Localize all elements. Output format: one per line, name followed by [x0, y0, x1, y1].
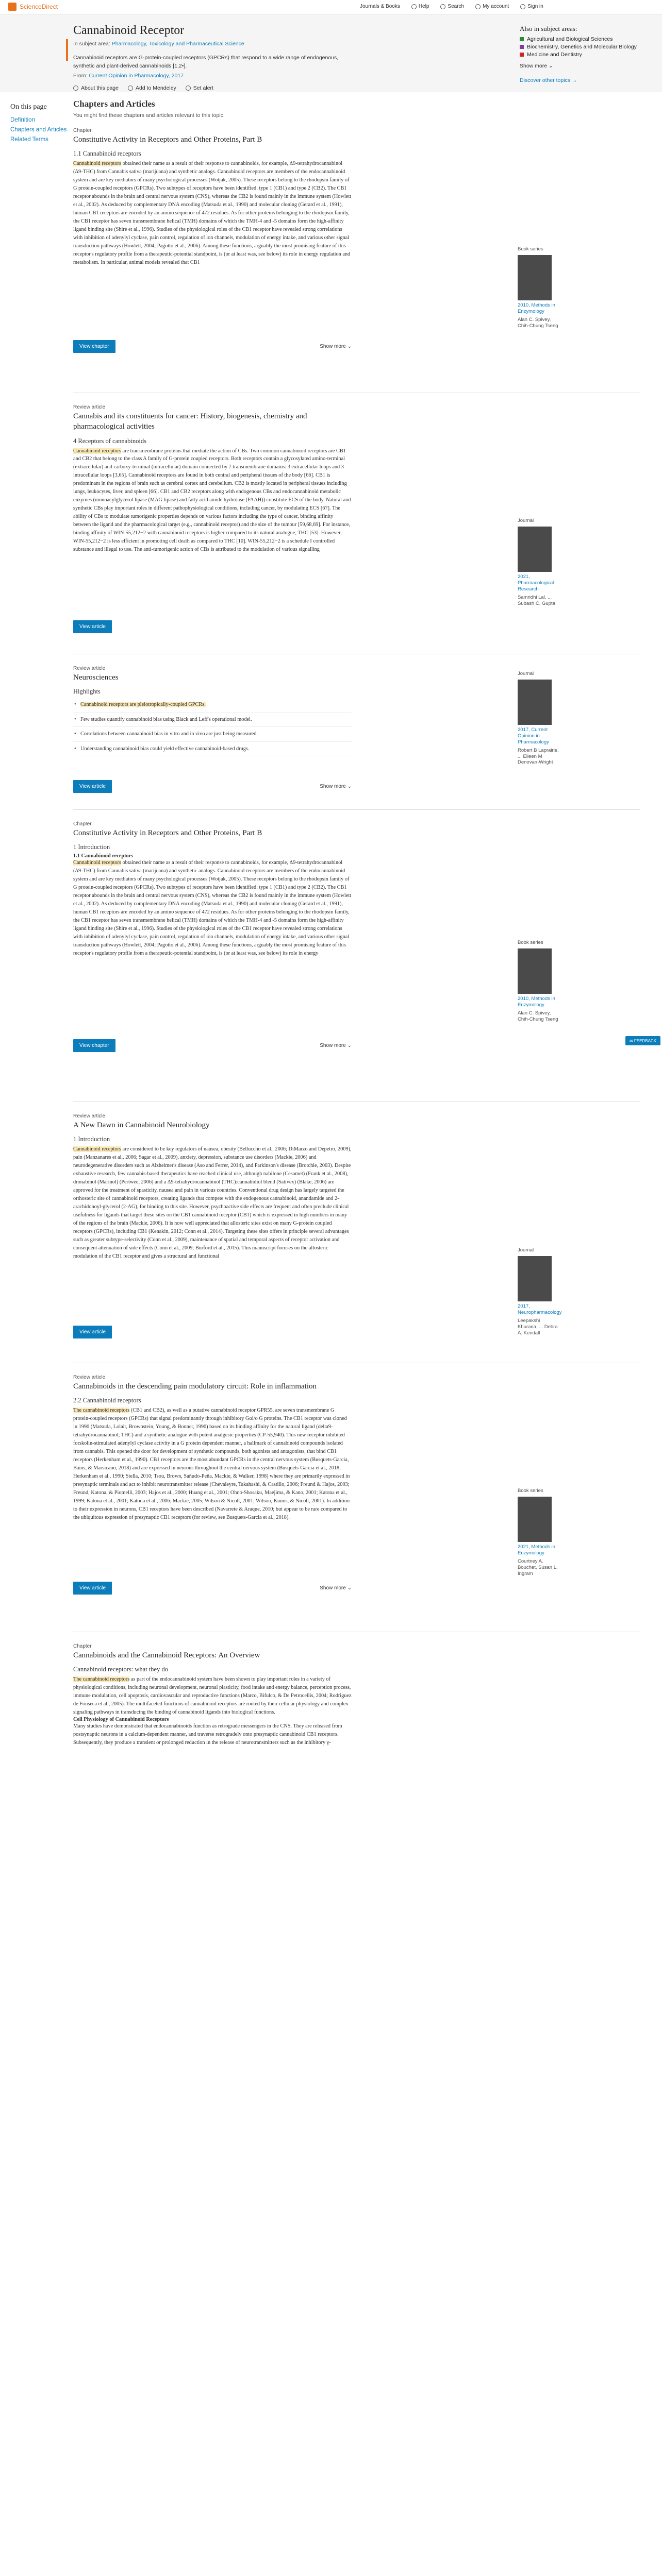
book-cover-image[interactable] [518, 255, 552, 300]
book-cover-image[interactable] [518, 1497, 552, 1542]
show-more-label: Show more [320, 1585, 346, 1591]
view-article-button[interactable]: View article [73, 620, 112, 633]
source-name[interactable]: 2010, Methods in Enzymology [518, 302, 555, 314]
about-page-button[interactable] [73, 85, 119, 91]
excerpt-text [73, 1145, 352, 1260]
nav-label: My account [483, 4, 509, 9]
user-icon [475, 4, 481, 9]
card-section-title: 1.1 Cannabinoid receptors [73, 150, 141, 158]
show-more-label: Show more [520, 63, 548, 69]
card-section-title: 2.2 Cannabinoid receptors [73, 1397, 141, 1404]
content-type: Review article [73, 1375, 106, 1380]
content-type: Review article [73, 1113, 106, 1119]
section-hint: You might find these chapters and articles relevant to this topic. [73, 112, 225, 118]
source-name[interactable]: 2017, Current Opinion in Pharmacology [518, 727, 549, 745]
sciencedirect-logo[interactable] [8, 3, 58, 11]
card-section-title: 4 Receptors of cannabinoids [73, 437, 146, 445]
source-type: Journal [518, 1247, 534, 1253]
show-more-button[interactable]: Show more ⌄ [320, 344, 352, 350]
source-authors: Leepakshi Khurana, ... Debra A. Kendall [518, 1317, 558, 1336]
result-card [73, 821, 640, 1102]
highlight: Cannabinoid receptors [73, 860, 121, 866]
source-authors: Alan C. Spivey, Chih-Chung Tseng [518, 1010, 558, 1022]
on-this-page-nav [10, 103, 67, 146]
lock-icon [520, 4, 525, 9]
excerpt-body: (CB1 and CB2), as well as a putative cannabinoid receptor GPR55, are seven transmembrane G protein-coupled receptors (GPCRs) that signal predominantly through inhibitory Gαi/o G proteins. The CB1 receptor was cloned in 1990 (Matsuda, Lolait, Brownstein, Young, & Bonner, 1990) based on its binding affinity for the natural ligand (delta9-tetrahydrocannabinol; THC) and a synthetic analogue with potent analgesic properties (CP-55,940). This new receptor inhibited forskolin-stimulated adenylyl cyclase activity in a G protein dependent manner, a hallmark of cannabinoid compounds isolated from cannabis. This opened the door for development of synthetic compounds, both agonists and antagonists, that bind CB1 receptors (Herkenham et al., 1990). CB1 receptors are the most abundant GPCRs in the central nervous system (Busquets-Garcia, Bains, & Marsicano, 2018) and are expressed in neurons throughout the central nervous system (Busquets-Garcia et al., 2018; Herkenham et al., 1990; Stella, 2010; Tsou, Brown, Sañudo-Peña, Mackie, & Walker, 1998) where they are primarily expressed in presynaptic terminals and act to inhibit neurotransmitter release (Chevaleyre, Takahashi, & Castillo, 2006; Freund & Hajos, 2003; Freund, Katona, & Piomelli, 2003; Hajos et al., 2000; Huang et al., 2001; Ohno-Shosaku, Maejima, & Kano, 2001; Katona et al., 1999; Katona et al., 2001; Katona et al., 2006; Mackie, 2005; Wilson & Nicoll, 2001; Wilson, Kunos, & Nicoll, 2001). In addition to their expression in neurons, CB1 receptors have been described (Navarrete & Araque, 2010; but appear to be rare compared to the ubiquitous expression of presynaptic CB1 receptors (for review, see Busquets-Garcia et al., 2018). [73, 1408, 350, 1520]
excerpt-text [73, 859, 352, 957]
highlight-item: • Understanding cannabinoid bias could yield effective cannabinoid-based drugs. [73, 742, 352, 756]
source-info [518, 246, 559, 329]
nav-search[interactable] [440, 4, 464, 9]
action-label: Set alert [193, 84, 213, 91]
excerpt-text [73, 447, 352, 554]
excerpt-body: are considered to be key regulators of nausea, obesity (Belluccho et al., 2006; DiMarzo and Depetro, 2009), pain (Manzanares et al., 2006; Sagar et al., 2009), anxiety, depression, substance use disorders (Mackie, 2006) and neurodegenerative disorders such as Alzheimer's disease (Aso and Ferrer, 2014), and Parkinson's disease (Brotchie, 2003). Despite exhaustive research, few cannabis-based therapeutics have reached clinical use, although nabilone (Cesamet) (Frank et al., 2008), dronabinol (Marinol) (Pertwee, 2006) and a Δ9-tetrahydrocannabinol (THC):cannabidiol blend (Sativex) (Blake, 2006) are approved for the treatment of spasticity, nausea and pain in various countries. Conventional drug design has largely targeted the orthosteric site of cannabinoid receptors, creating ligands that compete with the endogenous cannabinoid, anandamide and 2-arachidonoyl-glycerol (2-AG), for binding to this site. However, psychoactive side effects are frequent and often preclude clinical usefulness for ligands that target these sites on the CB1 cannabinoid receptor (CB1) which is expressed in high numbers in many of the regions of the brain (Mackie, 2006). It is now well appreciated that allosteric sites exist on many G-protein coupled receptors (GPCRs), including CB1 (Kenakin, 2012; Conn et al., 2014). Targeting these sites offers in principle several advantages such as greater subtype-selectivity (Conn et al., 2009), maintenance of spatial and temporal aspects of receptor activation and consequent attenuation of side effects (Conn et al., 2009; Burford et al., 2015). This manuscript focuses on the allosteric modulation of the CB1 receptor and gives a structural and functional [73, 1146, 352, 1259]
top-bar [0, 0, 662, 14]
card-section-title: Highlights [73, 688, 101, 696]
source-name[interactable]: 2010, Methods in Enzymology [518, 996, 555, 1008]
result-card [73, 1643, 640, 1782]
result-card [73, 404, 640, 654]
excerpt-body: as part of the endocannabinoid system have been shown to play important roles in a variety of physiological conditions, including neuronal development, neuronal plasticity, food intake and energy balance, perception process, immune modulation, cell apoptosis, cardiovascular and reproductive functions (Marco, Bifulco, & De Petrocellis, 2004; Rodriguez de Fonseca et al., 2005). The multifaceted functions of cannabinoid receptors are rooted by their cellular physiology and complex signaling pathways in transducing the binding of cannabinoid ligands into biological functions. [73, 1676, 352, 1716]
content-type: Chapter [73, 1643, 92, 1649]
result-card [73, 128, 640, 393]
journal-cover-image[interactable] [518, 1256, 552, 1301]
highlight: Cannabinoid receptors [73, 161, 121, 167]
definition-source [73, 73, 388, 79]
arrow-right-icon: → [571, 77, 577, 83]
show-more-label: Show more [320, 1043, 346, 1049]
card-subsection-title: 1.1 Cannabinoid receptors [73, 853, 134, 859]
source-name[interactable]: 2021, Methods in Enzymology [518, 1544, 555, 1556]
source-type: Book series [518, 1488, 543, 1494]
highlight: The cannabinoid receptors [73, 1676, 130, 1683]
card-section-title: 1 Introduction [73, 843, 110, 851]
source-authors: Courtney A. Bouchet, Susan L. Ingram [518, 1558, 558, 1577]
view-chapter-button[interactable]: View chapter [73, 1039, 115, 1052]
card-section-title: Cannabinoid receptors: what they do [73, 1666, 168, 1673]
feedback-label: FEEDBACK [634, 1038, 657, 1043]
nav-label: Sign in [527, 4, 543, 9]
card-title[interactable]: Constitutive Activity in Receptors and Other Proteins, Part B [73, 829, 262, 837]
subject-area-link[interactable]: Pharmacology, Toxicology and Pharmaceutical Science [111, 41, 244, 47]
source-info [518, 1488, 559, 1577]
topic-definition: Cannabinoid receptors are G-protein-coupled receptors (GPCRs) that respond to a wide range of endogenous, synthetic and plant-derived cannabinoids [1,2•]. [73, 55, 339, 69]
nav-label: Help [418, 4, 429, 9]
excerpt-text-2: Many studies have demonstrated that endocannabinoids function as retrograde messengers in the CNS. They are released from postsynaptic neurons in a calcium-dependent manner, and traverse retrogradely onto presynaptic cannabinoid CB1 receptors. Subsequently, they produce a transient or prolonged reduction in the release of neurotransmitters such as the inhibitory γ- [73, 1723, 342, 1745]
topic-actions [73, 85, 388, 91]
square-icon [520, 45, 524, 49]
source-authors: Alan C. Spivey, Chih-Chung Tseng [518, 316, 558, 329]
excerpt-text [73, 1675, 352, 1717]
excerpt [73, 160, 352, 335]
show-more-subjects[interactable] [520, 63, 649, 69]
excerpt-subheading: Cell Physiology of Cannabinoid Receptors [73, 1717, 169, 1723]
from-prefix: From: [73, 72, 88, 79]
excerpt-text [73, 1406, 352, 1521]
excerpt [73, 859, 352, 1034]
highlights [73, 698, 352, 775]
content-type: Chapter [73, 128, 92, 133]
source-info [518, 518, 559, 606]
excerpt-text [73, 160, 352, 266]
nav-label: Journals & Books [360, 4, 400, 9]
content-type: Chapter [73, 821, 92, 827]
set-alert-button[interactable] [186, 85, 213, 91]
also-in-subject-areas [520, 25, 649, 83]
subject-prefix: In subject area: [73, 41, 110, 47]
chapters-articles-section [73, 99, 562, 1793]
show-more-label: Show more [320, 344, 346, 350]
highlight-text: Cannabinoid receptors are pleiotropically-coupled GPCRs. [80, 702, 206, 708]
square-icon [520, 37, 524, 41]
show-more-label: Show more [320, 784, 346, 790]
excerpt-body: are transmembrane proteins that mediate the action of CBs. Two common cannabinoid receptors are CB1 and CB2 that belong to the class A family of G-protein coupled receptors. Both receptors contain a glycosylated amino-terminal (extracellular) and carboxy-terminal (intracellular) domain connected by 7 transmembrane domains: 3 extracellular loops and 3 intracellular loops [3,65]. Cannabinoid receptors are found in both central and peripheral tissues of the body [66]. CB1 is predominant in the regions of brain such as cerebral cortex and cerebellum. CB2 is mostly located in peripheral tissues including lungs, leukocytes, liver, and spleen [66]. CB1 and CB2 receptors along with endogenous CBs and endocannabinoid metabolic enzymes (monoacylglycerol lipase (MAG lipase) and fatty acid amide hydrolase (FAAH)) constitute ECS of the body. Natural and synthetic CBs play important roles in different pathophysiological conditions, including cancer, by modulating ECS [67]. The ability of CBs to modulate tumorigenic properties depends on various factors including the type of cancer, binding affinity between the ligand and the pharmacological target (e.g., cannabinoid receptor) and the size of the tumour [59,68,69]. For instance, binding affinity of WIN-55,212−2 with cannabinoid receptors is higher compared to its natural analogue, THC [53]. However, WIN-55,212−2 is less efficient in promoting cell death as compared to THC [10]. WIN-55,212−2 is a schedule I controlled substance and illegal to use. The anti-tumorigenic action of CBs is attributed to the modulation of various signalling [73, 448, 351, 552]
plus-icon [128, 86, 133, 91]
subject-area-label: Agricultural and Biological Sciences [527, 36, 613, 42]
highlight-item: • Correlations between cannabinoid bias in vitro and in vivo are just being measured. [73, 727, 352, 741]
feedback-button[interactable] [625, 1036, 660, 1045]
nav-my-account[interactable] [475, 4, 509, 9]
journal-cover-image[interactable] [518, 680, 552, 725]
search-icon [440, 4, 445, 9]
source-type: Book series [518, 940, 543, 945]
highlight-item [73, 698, 352, 712]
subject-area [73, 41, 388, 47]
excerpt [73, 1406, 352, 1577]
card-title[interactable]: Cannabinoids and the Cannabinoid Receptors: An Overview [73, 1651, 260, 1659]
show-more-button[interactable]: Show more ⌄ [320, 1043, 352, 1049]
topic-header [0, 14, 662, 92]
subject-area-item[interactable] [520, 44, 649, 50]
card-title[interactable]: Neurosciences [73, 673, 119, 682]
source-authors: Samridhi Lal, ... Subash C. Gupta [518, 594, 555, 606]
show-more-button[interactable]: Show more ⌄ [320, 1585, 352, 1591]
result-card [73, 1375, 640, 1632]
content-type: Review article [73, 666, 106, 671]
source-type: Journal [518, 671, 534, 676]
excerpt [73, 1145, 352, 1320]
on-this-page-title: On this page [10, 103, 47, 111]
source-name[interactable]: 2017, Neuropharmacology [518, 1303, 562, 1315]
source-link[interactable]: Current Opinion in Pharmacology, 2017 [89, 72, 184, 79]
show-more-button[interactable]: Show more ⌄ [320, 784, 352, 790]
card-section-title: 1 Introduction [73, 1136, 110, 1143]
square-icon [520, 53, 524, 57]
card-title[interactable]: Constitutive Activity in Receptors and Other Proteins, Part B [73, 135, 262, 144]
discover-topics-link[interactable] [520, 77, 649, 83]
excerpt [73, 447, 352, 615]
brand-name: ScienceDirect [20, 3, 58, 10]
chevron-down-icon: ⌄ [549, 63, 553, 69]
view-article-button[interactable]: View article [73, 780, 112, 793]
nav-help[interactable] [411, 4, 429, 9]
excerpt-body: obtained their name as a result of their response to cannabinoids, for example, Δ9-tetrahydrocannabinol (Δ9-THC) from Cannabis sativa (marijuana) and synthetic analogs. Cannabinoid receptors are members of the endocannabinoid system and are key mediators of many psychological processes (Wotjak, 2005). These receptors belong to the rhodopsin family of G protein-coupled receptors (GPCRs). Two subtypes of receptors have been identified: type 1 (CB1) and type 2 (CB2). The CB1 receptor abounds in the brain and central nervous system (CNS), whereas the CB2 is found mainly in the immune system (Howlett et al., 2002). As deduced by complementary DNA encoding (Matsuda et al., 1990) and molecular cloning (Gerard et al., 1991), human CB1 receptors are encoded by an amino sequence of 472 residues. As for other proteins belonging to the rhodopsin family, the CB1 receptor has seven transmembrane helical (TMH) domains of which the TMH-4 and -5 domains form the high-affinity ligand binding site (Shire et al., 1996). Studies of the physiological roles of the CB1 receptor have revealed strong correlations with inhibition of adenylyl cyclase, pain control, regulation of ion channels, modulation of energy intake, and various other signal transduction pathways (Howlett, 2004; Pagotto et al., 2006). Among these functions, arguably the most promising feature of this receptor's regulatory profile from a therapeutic-potential standpoint, is (or at least was, see below) its role in energy [73, 860, 352, 956]
view-article-button[interactable]: View article [73, 1326, 112, 1338]
highlight: The cannabinoid receptors [73, 1408, 130, 1414]
action-label: Add to Mendeley [135, 84, 176, 91]
subject-area-item[interactable] [520, 52, 649, 58]
bell-icon [186, 86, 191, 91]
highlights-list [73, 698, 352, 756]
source-info [518, 1247, 562, 1336]
result-card [73, 1113, 640, 1363]
view-chapter-button[interactable]: View chapter [73, 340, 115, 353]
action-label: About this page [81, 84, 119, 91]
subject-area-item[interactable] [520, 36, 649, 42]
section-title: Chapters and Articles [73, 99, 155, 109]
view-article-button[interactable]: View article [73, 1582, 112, 1595]
card-title[interactable]: A New Dawn in Cannabinoid Neurobiology [73, 1121, 210, 1129]
info-icon [73, 86, 78, 91]
journal-cover-image[interactable] [518, 527, 552, 572]
content-type: Review article [73, 404, 106, 410]
feedback-icon: ✉ [629, 1038, 634, 1043]
nav-link-chapters-articles[interactable]: Chapters and Articles [10, 126, 67, 133]
card-title[interactable]: Cannabinoids in the descending pain modulatory circuit: Role in inflammation [73, 1382, 317, 1391]
accent-bar [66, 39, 68, 61]
card-title[interactable]: Cannabis and its constituents for cancer: History, biogenesis, chemistry and pharmacological activities [73, 412, 307, 431]
highlight: Cannabinoid receptors [73, 448, 121, 454]
help-icon [411, 4, 417, 9]
source-name[interactable]: 2021, Pharmacological Research [518, 574, 554, 592]
subject-area-label: Biochemistry, Genetics and Molecular Biology [527, 44, 637, 50]
source-authors: Robert B Laprairie, ... Eileen M Denovan-Wright [518, 747, 559, 766]
highlight-item: • Few studies quantify cannabinoid bias using Black and Leff's operational model. [73, 713, 352, 727]
highlight: Cannabinoid receptors [73, 1146, 121, 1153]
source-info [518, 671, 559, 766]
also-in-title: Also in subject areas: [520, 25, 577, 32]
source-type: Book series [518, 246, 543, 252]
elsevier-logo-icon [8, 3, 16, 11]
nav-sign-in[interactable] [520, 4, 543, 9]
discover-label: Discover other topics [520, 77, 571, 83]
result-card [73, 666, 640, 810]
topic-title: Cannabinoid Receptor [73, 24, 185, 37]
subject-area-label: Medicine and Dentistry [527, 52, 582, 58]
nav-journals-books[interactable] [360, 4, 400, 9]
excerpt-body: obtained their name as a result of their response to cannabinoids, for example, Δ9-tetrahydrocannabinol (Δ9-THC) from Cannabis sativa (marijuana) and synthetic analogs. Cannabinoid receptors are members of the endocannabinoid system and are key mediators of many psychological processes (Wotjak, 2005). These receptors belong to the rhodopsin family of G protein-coupled receptors (GPCRs). Two subtypes of receptors have been identified: type 1 (CB1) and type 2 (CB2). The CB1 receptor abounds in the brain and central nervous system (CNS), whereas the CB2 is found mainly in the immune system (Howlett et al., 2002). As deduced by complementary DNA encoding (Matsuda et al., 1990) and molecular cloning (Gerard et al., 1991), human CB1 receptors are encoded by an amino sequence of 472 residues. As for other proteins belonging to the rhodopsin family, the CB1 receptor has seven transmembrane helical (TMH) domains of which the TMH-4 and -5 domains form the high-affinity ligand binding site (Shire et al., 1996). Studies of the physiological roles of the CB1 receptor have revealed strong correlations with inhibition of adenylyl cyclase, pain control, regulation of ion channels, modulation of energy intake, and various other signal transduction pathways (Howlett, 2004; Pagotto et al., 2006). Among these functions, arguably the most promising feature of this receptor's regulatory profile from a therapeutic-potential standpoint, is (or at least was, see below) its role in energy regulation and metabolism. In particular, animal models revealed that CB1 [73, 161, 352, 265]
source-type: Journal [518, 518, 534, 523]
nav-link-related-terms[interactable]: Related Terms [10, 136, 48, 143]
nav-label: Search [448, 4, 465, 9]
add-to-mendeley-button[interactable] [128, 85, 176, 91]
header-nav [360, 4, 543, 9]
nav-link-definition[interactable]: Definition [10, 117, 35, 123]
excerpt [73, 1675, 352, 1773]
book-cover-image[interactable] [518, 948, 552, 994]
source-info [518, 940, 559, 1023]
